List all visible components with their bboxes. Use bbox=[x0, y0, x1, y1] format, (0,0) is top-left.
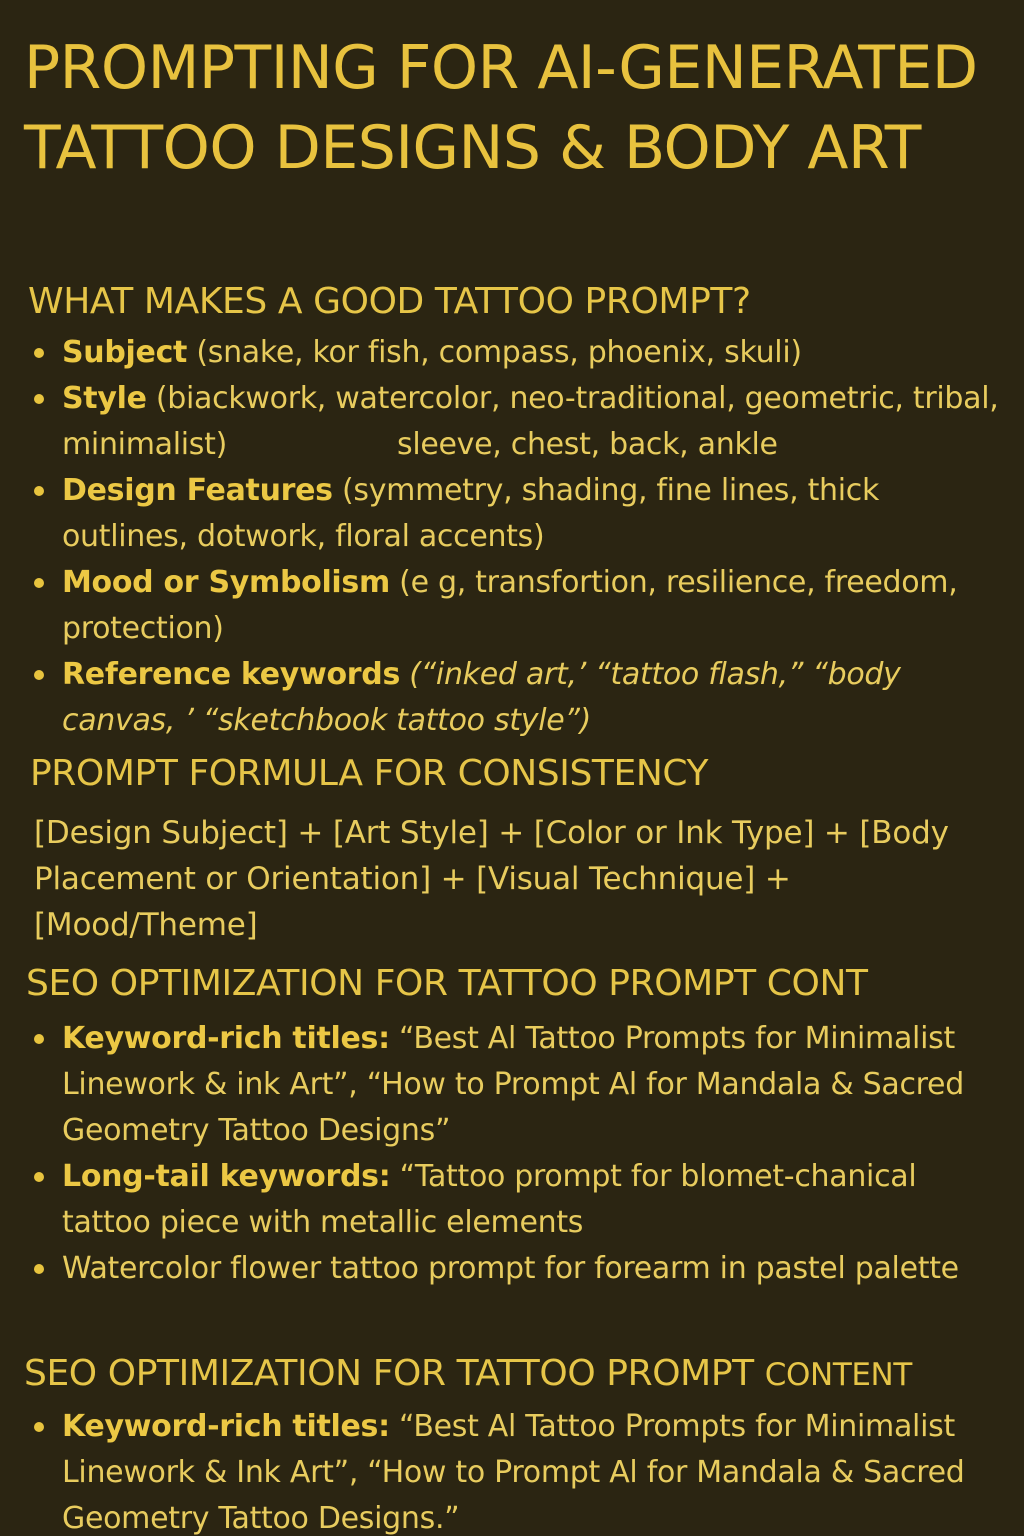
list-item: Keyword-rich titles: “Best Al Tattoo Prompts for Minimalist Linework & ink Art”, “How to Prompt Al for Mandala & Sacred Geometry Tattoo Designs” bbox=[32, 1016, 1012, 1154]
page-title: PROMPTING FOR AI-GENERATED TATTOO DESIGNS & BODY ART bbox=[24, 33, 978, 183]
section-heading-seo-cont: SEO OPTIMIZATION FOR TATTOO PROMPT CONT bbox=[26, 963, 868, 1004]
bullet-icon bbox=[34, 348, 44, 358]
bullet-icon bbox=[34, 1172, 44, 1182]
bullet-icon bbox=[34, 578, 44, 588]
section-heading-good-prompt: WHAT MAKES A GOOD TATTOO PROMPT? bbox=[28, 281, 751, 322]
seo-list-1 bbox=[32, 1016, 1012, 1292]
bullet-icon bbox=[34, 486, 44, 496]
list-item: Subject (snake, kor fish, compass, phoenix, skuli) bbox=[32, 330, 1012, 376]
list-item: Reference keywords (“inked art,’ “tattoo flash,” “body canvas, ’ “sketchbook tattoo style”) bbox=[32, 652, 1012, 744]
list-item: Style (biackwork, watercolor, neo-traditional, geometric, tribal, minimalist) sleeve, chest, back, ankle bbox=[32, 376, 1012, 468]
bullet-icon bbox=[34, 394, 44, 404]
section-heading-formula: PROMPT FORMULA FOR CONSISTENCY bbox=[30, 753, 709, 794]
bullet-icon bbox=[34, 1422, 44, 1432]
bullet-icon bbox=[34, 670, 44, 680]
good-prompt-list bbox=[32, 330, 1012, 744]
prompt-formula: [Design Subject] + [Art Style] + [Color or Ink Type] + [Body Placement or Orientation] + [Visual Technique] + [Mood/Theme] bbox=[34, 815, 949, 943]
placement-keywords: sleeve, chest, back, ankle bbox=[396, 427, 778, 462]
list-item: Watercolor flower tattoo prompt for forearm in pastel palette bbox=[32, 1246, 1012, 1292]
section-heading-seo-content: SEO OPTIMIZATION FOR TATTOO PROMPT CONTENT bbox=[24, 1353, 912, 1394]
list-item: Design Features (symmetry, shading, fine lines, thick outlines, dotwork, floral accents) bbox=[32, 468, 1012, 560]
list-item: Long-tail keywords: “Tattoo prompt for blomet-chanical tattoo piece with metallic elements bbox=[32, 1154, 1012, 1246]
bullet-icon bbox=[34, 1264, 44, 1274]
seo-list-2 bbox=[32, 1404, 1012, 1536]
bullet-icon bbox=[34, 1034, 44, 1044]
list-item: Mood or Symbolism (e g, transfortion, resilience, freedom, protection) bbox=[32, 560, 1012, 652]
list-item: Keyword-rich titles: “Best Al Tattoo Prompts for Minimalist Linework & Ink Art”, “How to Prompt Al for Mandala & Sacred Geometry Tattoo Designs.” bbox=[32, 1404, 1012, 1536]
